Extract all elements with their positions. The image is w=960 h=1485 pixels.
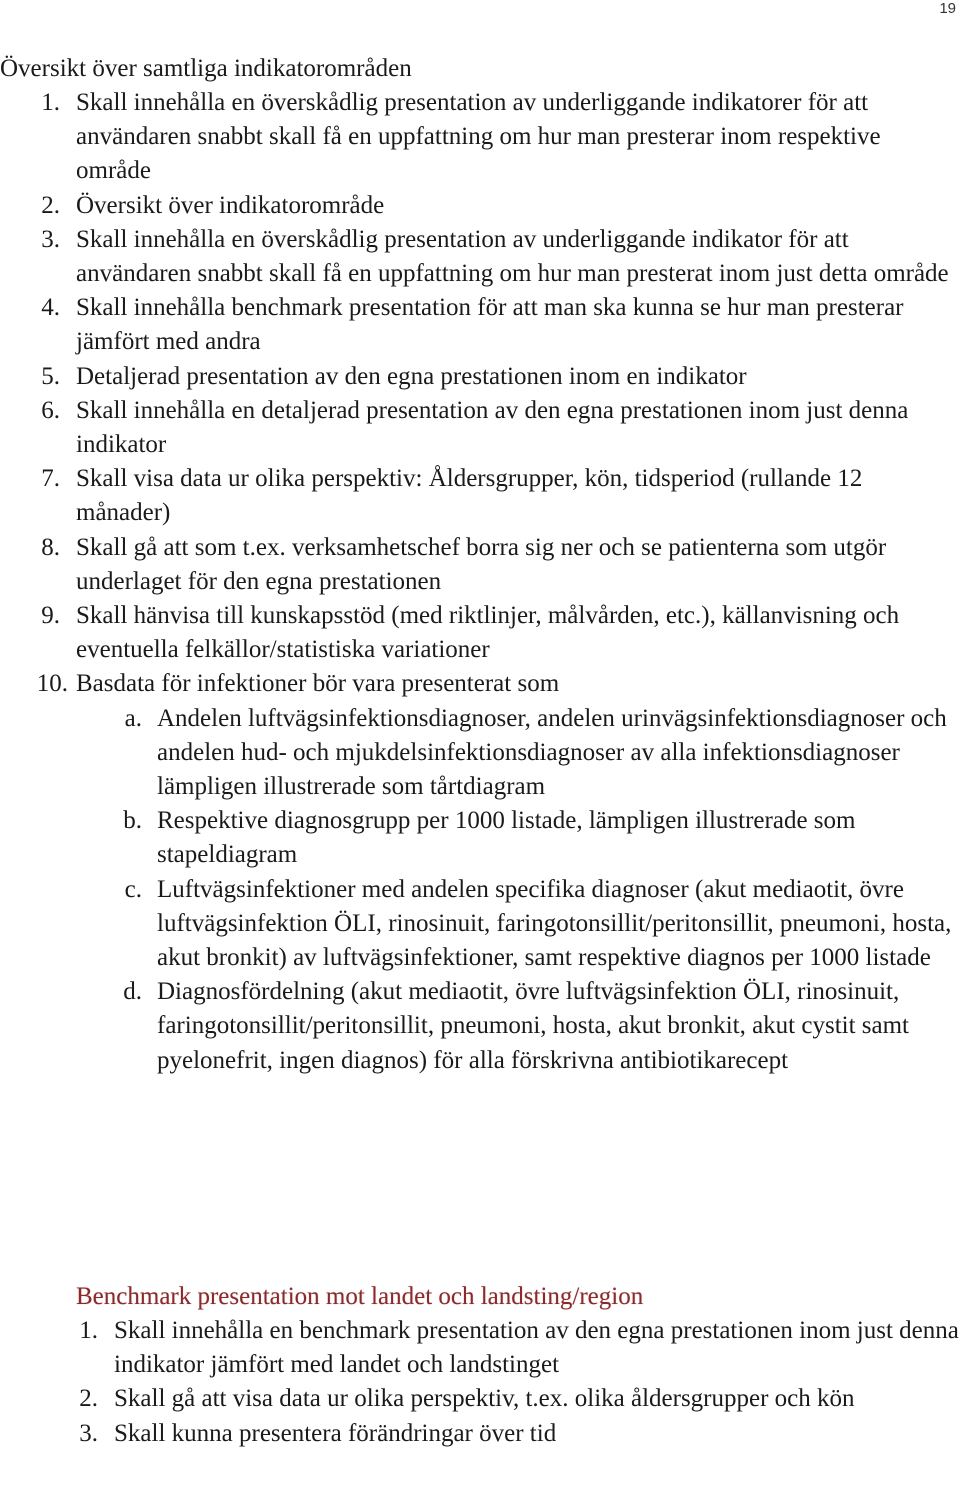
list-item-text: Skall innehålla en detaljerad presentation av den egna prestationen inom just denna indikator <box>76 396 909 459</box>
list-item <box>0 599 960 667</box>
list-item <box>0 667 960 1077</box>
list-item-number: 1. <box>79 1317 98 1344</box>
basdata-sublist <box>0 702 960 1078</box>
sub-list-item-letter: c. <box>124 875 142 903</box>
list-item-text: Basdata för infektioner bör vara presenterat som <box>76 670 560 698</box>
sub-list-item-letter: a. <box>124 704 142 732</box>
list-item-text: Översikt över indikatorområde <box>76 191 385 219</box>
list-item <box>0 291 960 359</box>
sub-list-item <box>0 975 960 1078</box>
list-item-number: 10. <box>36 670 68 698</box>
list-item-number: 7. <box>41 465 60 493</box>
list-item <box>0 86 960 189</box>
sub-list-item-letter: d. <box>123 978 142 1006</box>
list-item-text: Skall innehålla en benchmark presentation av den egna prestationen inom just denna indikator jämfört med landet och landstinget <box>114 1317 959 1379</box>
list-item-text: Detaljerad presentation av den egna prestationen inom en indikator <box>76 362 747 390</box>
list-item-text: Skall gå att visa data ur olika perspektiv, t.ex. olika åldersgrupper och kön <box>114 1385 855 1413</box>
benchmark-list <box>0 1314 960 1451</box>
benchmark-section-title: Benchmark presentation mot landet och landsting/region <box>76 1283 644 1310</box>
list-item-number: 5. <box>41 362 60 390</box>
list-item <box>0 1314 960 1382</box>
list-item-text: Skall visa data ur olika perspektiv: Åldersgrupper, kön, tidsperiod (rullande 12 månader) <box>76 465 863 527</box>
sub-list-item <box>0 873 960 976</box>
list-item-text: Skall innehålla en överskådlig presentation av underliggande indikatorer för att användaren snabbt skall få en uppfattning om hur man presterar inom respektive område <box>76 89 881 185</box>
page-number: 19 <box>939 0 956 17</box>
list-item <box>0 394 960 462</box>
list-item-number: 2. <box>41 191 60 219</box>
sub-list-item-text: Respektive diagnosgrupp per 1000 listade, lämpligen illustrerade som stapeldiagram <box>157 807 856 869</box>
list-item <box>0 360 960 394</box>
list-item-text: Skall innehålla benchmark presentation för att man ska kunna se hur man presterar jämfört med andra <box>76 294 904 356</box>
indicator-requirements-list <box>0 86 960 1078</box>
list-item-number: 3. <box>41 225 60 253</box>
sub-list-item-text: Luftvägsinfektioner med andelen specifika diagnoser (akut mediaotit, övre luftvägsinfektion ÖLI, rinosinuit, faringotonsillit/peritonsillit, pneumoni, hosta, akut bronkit) av luftvägsinfektioner, samt respektive diagnos per 1000 listade <box>157 875 952 972</box>
list-item <box>0 1382 960 1416</box>
list-item <box>0 1417 960 1451</box>
list-item-number: 6. <box>41 396 60 424</box>
sub-list-item <box>0 702 960 805</box>
list-item-text: Skall kunna presentera förändringar över tid <box>114 1419 557 1447</box>
list-item <box>0 531 960 599</box>
sub-list-item <box>0 804 960 872</box>
list-item-text: Skall innehålla en överskådlig presentation av underliggande indikator för att användaren snabbt skall få en uppfattning om hur man presterat inom just detta område <box>76 225 949 288</box>
list-item-number: 3. <box>79 1419 98 1447</box>
list-item <box>0 462 960 530</box>
list-item-number: 2. <box>79 1385 98 1413</box>
sub-list-item-text: Diagnosfördelning (akut mediaotit, övre luftvägsinfektion ÖLI, rinosinuit, faringotonsillit/peritonsillit, pneumoni, hosta, akut bronkit, akut cystit samt pyelonefrit, ingen diagnos) för alla förskrivna antibiotikarecept <box>157 978 910 1074</box>
list-item <box>0 189 960 223</box>
list-item-number: 1. <box>41 89 60 116</box>
list-item-number: 4. <box>41 294 60 322</box>
list-item-text: Skall hänvisa till kunskapsstöd (med riktlinjer, målvården, etc.), källanvisning och eventuella felkällor/statistiska variationer <box>76 602 900 664</box>
list-item-number: 9. <box>41 602 60 630</box>
list-item-text: Skall gå att som t.ex. verksamhetschef borra sig ner och se patienterna som utgör underlaget för den egna prestationen <box>76 533 887 595</box>
list-item <box>0 223 960 291</box>
sub-list-item-letter: b. <box>123 807 142 835</box>
list-item-number: 8. <box>41 533 60 561</box>
sub-list-item-text: Andelen luftvägsinfektionsdiagnoser, andelen urinvägsinfektionsdiagnoser och andelen hud- och mjukdelsinfektionsdiagnoser av alla infektionsdiagnoser lämpligen illustrerade som tårtdiagram <box>157 704 947 801</box>
page-heading: Översikt över samtliga indikatorområden <box>0 55 412 82</box>
